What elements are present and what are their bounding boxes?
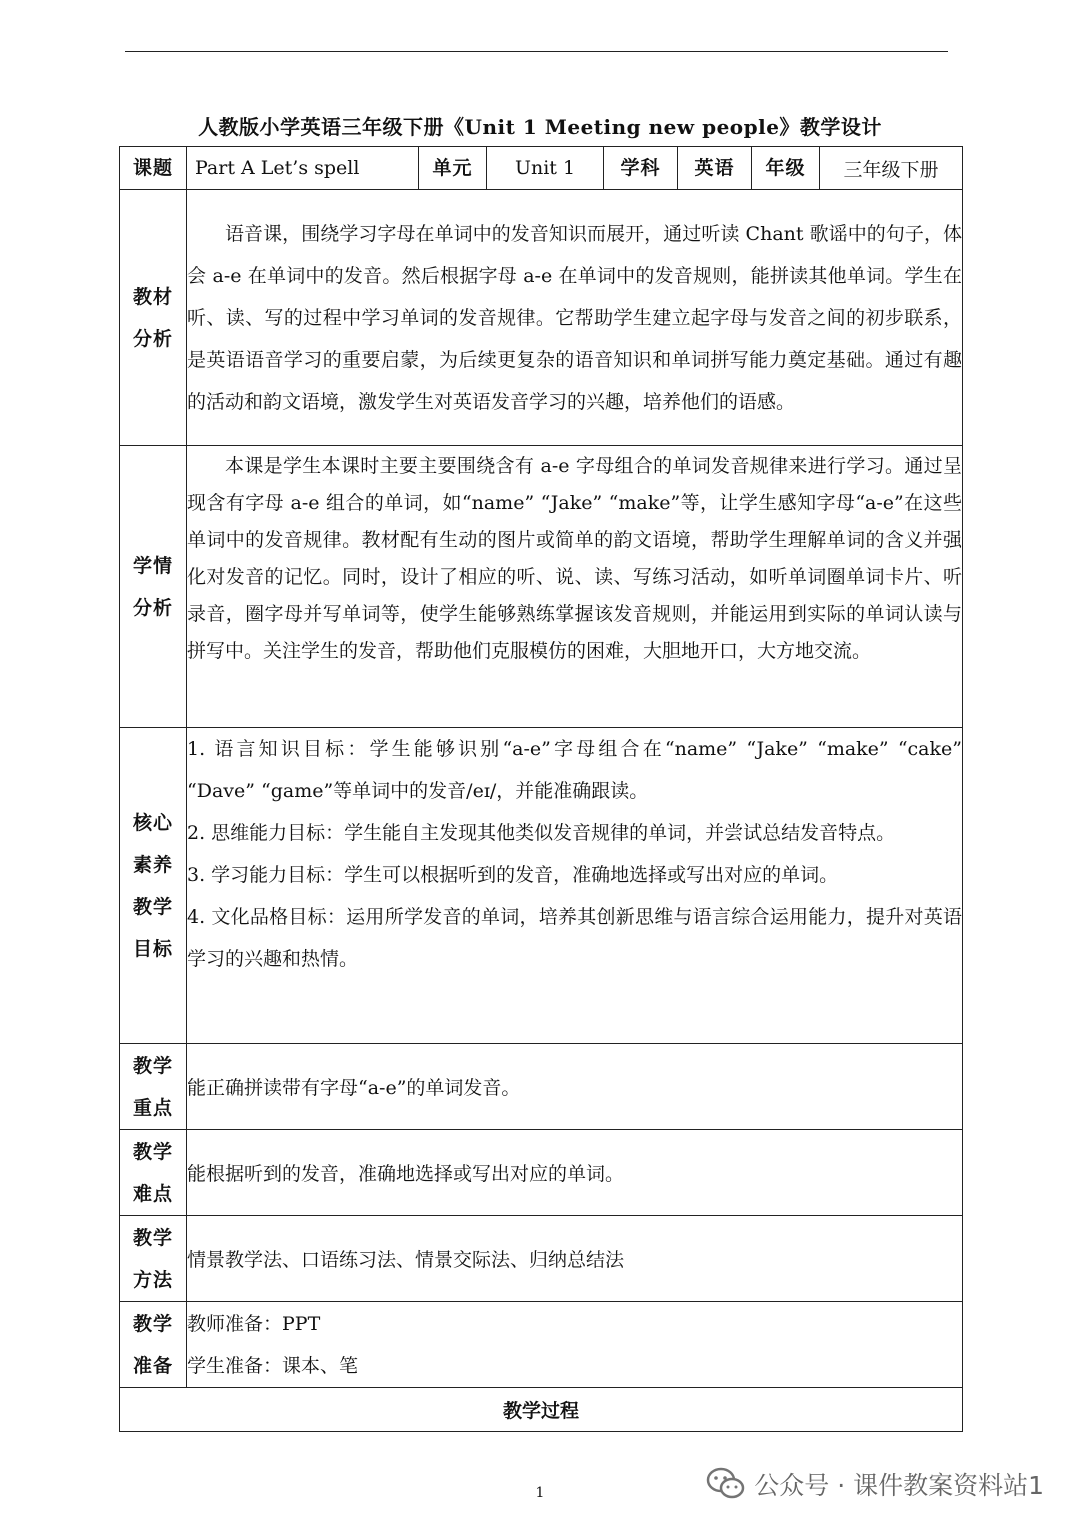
process-row bbox=[120, 1388, 963, 1432]
watermark bbox=[706, 1466, 1044, 1502]
method-label: 教学 方法 bbox=[120, 1216, 187, 1302]
goal-item: 2. 思维能力目标：学生能自主发现其他类似发音规律的单词，并尝试总结发音特点。 bbox=[187, 822, 896, 844]
grade-label: 年级 bbox=[752, 147, 820, 190]
key-point-label: 教学 重点 bbox=[120, 1044, 187, 1130]
difficulty-row bbox=[120, 1130, 963, 1216]
key-point-row bbox=[120, 1044, 963, 1130]
key-point-text: 能正确拼读带有字母“a-e”的单词发音。 bbox=[187, 1044, 963, 1130]
topic-value: Part A Let’s spell bbox=[187, 147, 419, 190]
teacher-prep: 教师准备：PPT bbox=[187, 1312, 321, 1335]
document-title: 人教版小学英语三年级下册《Unit 1 Meeting new people》教学设计 bbox=[198, 115, 882, 139]
header-row bbox=[120, 147, 963, 190]
prep-text bbox=[187, 1302, 963, 1388]
goal-item: 3. 学习能力目标：学生可以根据听到的发音，准确地选择或写出对应的单词。 bbox=[187, 864, 839, 886]
subject-value: 英语 bbox=[678, 147, 752, 190]
page-number: 1 bbox=[535, 1485, 545, 1501]
student-prep: 学生准备：课本、笔 bbox=[187, 1354, 359, 1377]
prep-row bbox=[120, 1302, 963, 1388]
unit-label: 单元 bbox=[419, 147, 487, 190]
watermark-text: 公众号 · 课件教案资料站1 bbox=[754, 1471, 1044, 1500]
topic-label: 课题 bbox=[120, 147, 187, 190]
subject-label: 学科 bbox=[604, 147, 678, 190]
material-text: 语音课，围绕学习字母在单词中的发音知识而展开，通过听读 Chant 歌谣中的句子，体会 a-e 在单词中的发音。然后根据字母 a-e 在单词中的发音规则，能拼读其他单词。学生在听、读、写的过程中学习单词的发音规律。它帮助学生建立起字母与发音之间的初步联系，是英语语音学习的重要启蒙，为后续更复杂的语音知识和单词拼写能力奠定基础。通过有趣的活动和韵文语境，激发学生对英语发音学习的兴趣，培养他们的语感。 bbox=[187, 190, 963, 446]
process-heading: 教学过程 bbox=[120, 1388, 963, 1432]
goals-list bbox=[187, 728, 963, 1044]
difficulty-label: 教学 难点 bbox=[120, 1130, 187, 1216]
learner-label: 学情 分析 bbox=[120, 446, 187, 728]
material-label: 教材 分析 bbox=[120, 190, 187, 446]
prep-label: 教学 准备 bbox=[120, 1302, 187, 1388]
unit-value: Unit 1 bbox=[487, 147, 604, 190]
method-text: 情景教学法、口语练习法、情景交际法、归纳总结法 bbox=[187, 1216, 963, 1302]
wechat-icon bbox=[706, 1467, 746, 1501]
goal-item: 1. 语言知识目标：学生能够识别“a-e”字母组合在“name” “Jake” “make” “cake” “Dave” “game”等单词中的发音/eɪ/，并能准确跟读。 bbox=[187, 738, 962, 802]
learner-row bbox=[120, 446, 963, 728]
goals-row bbox=[120, 728, 963, 1044]
difficulty-text: 能根据听到的发音，准确地选择或写出对应的单词。 bbox=[187, 1130, 963, 1216]
goal-item: 4. 文化品格目标：运用所学发音的单词，培养其创新思维与语言综合运用能力，提升对英语学习的兴趣和热情。 bbox=[187, 906, 962, 970]
grade-value: 三年级下册 bbox=[820, 147, 963, 190]
method-row bbox=[120, 1216, 963, 1302]
header-rule bbox=[125, 51, 948, 52]
lesson-plan-table bbox=[119, 146, 963, 1432]
learner-text: 本课是学生本课时主要主要围绕含有 a-e 字母组合的单词发音规律来进行学习。通过呈现含有字母 a-e 组合的单词，如“name” “Jake” “make”等，让学生感知字母“a-e”在这些单词中的发音规律。教材配有生动的图片或简单的韵文语境，帮助学生理解单词的含义并强化对发音的记忆。同时，设计了相应的听、说、读、写练习活动，如听单词圈单词卡片、听录音，圈字母并写单词等，使学生能够熟练掌握该发音规则，并能运用到实际的单词认读与拼写中。关注学生的发音，帮助他们克服模仿的困难，大胆地开口，大方地交流。 bbox=[187, 446, 963, 728]
goals-label: 核心 素养 教学 目标 bbox=[120, 728, 187, 1044]
material-row bbox=[120, 190, 963, 446]
